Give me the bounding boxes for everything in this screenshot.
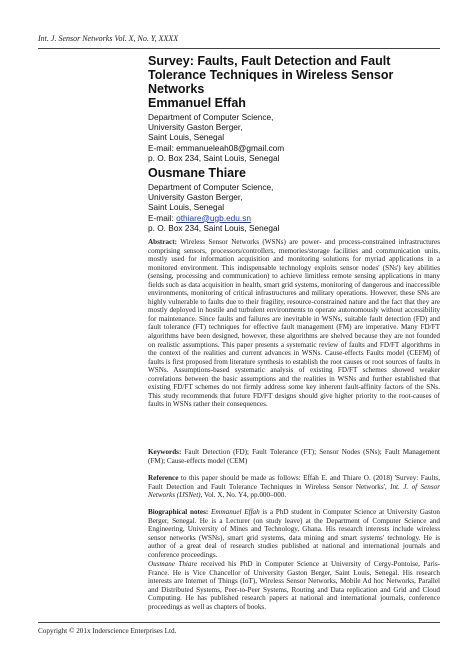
bio-text: is a PhD student in Computer Science at University Gaston Berger, Senegal. He is a Lecturer (on study leave) at the Department of Computer Science and Engineering, University of Mines and Technology, Ghana. His research interests include wireless sensor networks (WSNs), smart grid systems, data mining and smart systems' technology. He is author of a great deal of research studies published at national and international journals and conference proceedings. xyxy=(148,508,440,559)
author-po-box: p. O. Box 234, Saint Louis, Senegal xyxy=(148,152,280,163)
email-prefix: E-mail: xyxy=(148,142,177,153)
header-rule xyxy=(38,48,440,49)
author-name: Emmanuel Effah xyxy=(148,96,246,110)
author-email-link[interactable]: othiare@ugb.edu.sn xyxy=(176,212,251,223)
author-po-box: p. O. Box 234, Saint Louis, Senegal xyxy=(148,222,280,233)
reference-volume: , Vol. X, No. Y4, pp.000–000. xyxy=(200,491,287,500)
author-university: University Gaston Berger, xyxy=(148,192,243,203)
biographical-notes-2 xyxy=(148,560,440,611)
reference-text: to this paper should be made as follows: Effah E. and Thiare O. (2018) 'Survey: Faults, Fault Detection and Fault Tolerance Techniques in Wireless Sensor Networks', xyxy=(148,474,440,491)
footer-rule xyxy=(38,622,440,623)
keywords xyxy=(148,448,440,465)
author-city: Saint Louis, Senegal xyxy=(148,132,225,143)
reference-label: Reference xyxy=(148,474,179,482)
abstract xyxy=(148,238,440,409)
author-university: University Gaston Berger, xyxy=(148,122,243,133)
author-city: Saint Louis, Senegal xyxy=(148,202,225,213)
author-department: Department of Computer Science, xyxy=(148,112,274,122)
paper-title: Survey: Faults, Fault Detection and Fault Tolerance Techniques in Wireless Sensor Networks xyxy=(148,54,394,96)
abstract-label: Abstract: xyxy=(148,238,177,246)
keywords-text: Fault Detection (FD); Fault Tolerance (FT); Sensor Nodes (SNs); Fault Management (FM); Cause-effects model (CEM) xyxy=(148,448,440,465)
bio-text: received his PhD in Computer Science at University of Cergy-Pontoise, Paris-France. He is Vice Chancellor of University Gaston Berger, Saint Louis, Senegal. His research interests are Internet of Things (IoT), Wireless Sensor Networks, Mobile Ad hoc Networks, Parallel and Distributed Systems, Peer-to-Peer Systems, Routing and Data replication and Grid and Cloud Computing. He has published research papers at national and international journals, conference proceedings as well as chapters of books. xyxy=(148,560,440,611)
author-email-line xyxy=(148,213,448,223)
author-block-2 xyxy=(148,166,448,233)
bio-author-name: Ousmane Thiare xyxy=(148,560,198,568)
author-email-line xyxy=(148,143,448,153)
author-name: Ousmane Thiare xyxy=(148,166,246,180)
journal-header: Int. J. Sensor Networks Vol. X, No. Y, XXXX xyxy=(38,34,179,43)
biographical-notes-1 xyxy=(148,508,440,559)
email-prefix: E-mail: xyxy=(148,212,177,223)
keywords-label: Keywords: xyxy=(148,448,182,456)
bio-author-name: Emmanuel Effah xyxy=(210,508,260,516)
author-email[interactable]: emmanueleah08@gmail.com xyxy=(176,142,285,153)
author-block-1 xyxy=(148,96,448,163)
bio-label: Biographical notes: xyxy=(148,508,209,516)
reference-journal: Int. J. of Sensor Networks (IJSNet) xyxy=(148,482,440,500)
copyright-notice: Copyright © 201x Inderscience Enterprises Ltd. xyxy=(38,627,177,635)
reference xyxy=(148,474,440,500)
author-department: Department of Computer Science, xyxy=(148,182,274,192)
abstract-text: Wireless Sensor Networks (WSNs) are power- and process-constrained infrastructures comprising sensors, processors/controllers, memories/storage facilities and communication units, mostly used for information acquisition and monitoring solutions for myriad applications in a monitored environment. This indispensable technology exploits sensor nodes' (SNs') key abilities (sensing, processing and communication) to achieve limitless remote sensing applications in many fields such as data acquisition in health, smart grid systems, monitoring of dangerous and inaccessible environments, monitoring of critical infrastructures and military operations. However, these SNs are highly vulnerable to faults due to their fragility, resource-constrained nature and the fact that they are mostly deployed in hostile and turbulent environments to operate autonomously without accessibility for maintenance. Since faults and failures are inevitable in WSNs, suitable fault detection (FD) and fault tolerance (FT) techniques for effective fault management (FM) are imperative. Many FD/FT algorithms have been designed, however, these algorithms are shelved because they are not founded on realistic assumptions. This paper presents a systematic review of faults and FD/FT algorithms in the context of the realities and current advances in WSNs. Cause-effects Faults model (CEFM) of faults is first proposed from literature synthesis to establish the root causes or root sources of faults in WSNs. Assumptions-based systematic analysis of existing FD/FT schemes showed weaker correlations between the basic assumptions and the realities in WSNs and further established that existing FD/FT schemes do not firmly address some key inherent fault-affinity factors of the SNs. This study recommends that future FD/FT designs should give higher priority to the root-causes of faults in WSNs rather their consequences. xyxy=(148,238,440,409)
